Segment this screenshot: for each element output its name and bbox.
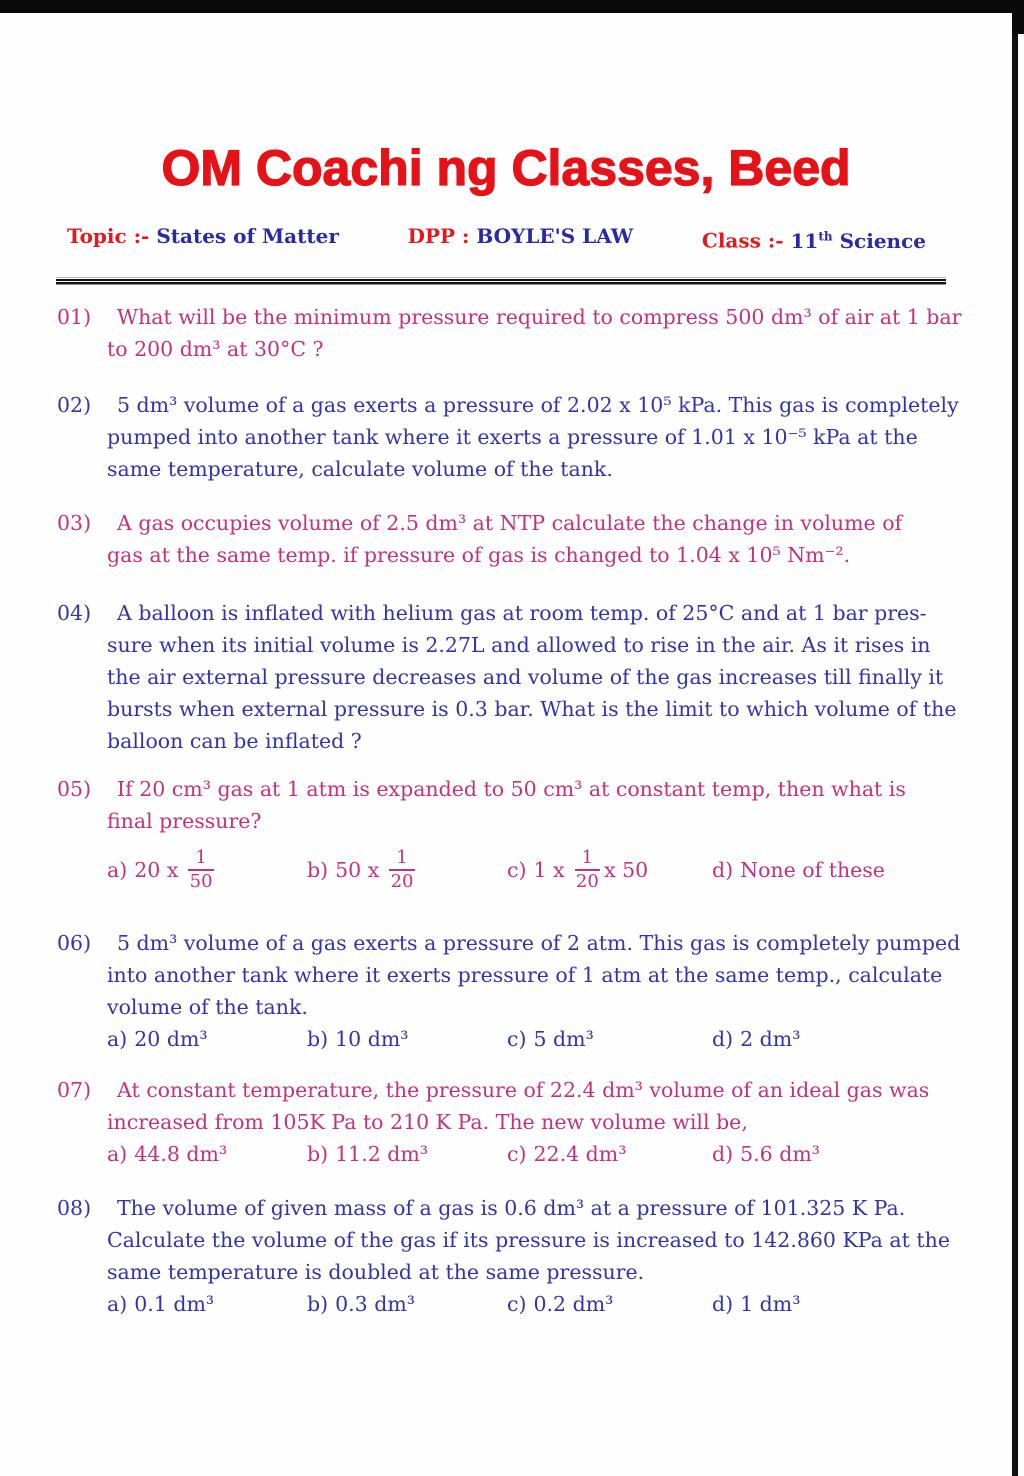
- question-03-text: A gas occupies volume of 2.5 dm³ at NTP calculate the change in volume of gas at the same temp. if pressure of gas is changed to 1.04 x 10⁵ Nm⁻².: [107, 510, 903, 567]
- question-04: [0, 597, 1012, 757]
- question-04-text: A balloon is inflated with helium gas at room temp. of 25°C and at 1 bar pres- sure when its initial volume is 2.27L and allowed to rise in the air. As it rises in the air external pressure decreases and volume of the gas increases till finally it bursts when external pressure is 0.3 bar. What is the limit to which volume of the balloon can be inflated ?: [107, 600, 957, 753]
- option-c: c) 0.2 dm³: [507, 1291, 614, 1316]
- question-03-number: 03): [57, 510, 92, 535]
- class-value: 11th Science: [790, 228, 926, 253]
- dpp-field: [408, 223, 634, 254]
- class-label: Class :-: [701, 228, 784, 253]
- header-meta-row: [67, 223, 926, 254]
- option-d: d) 1 dm³: [712, 1291, 801, 1316]
- option-a: a) 20 x $\frac{1}{50}$: [107, 846, 213, 892]
- fraction: $\frac{1}{20}$: [575, 846, 599, 892]
- option-d: d) 5.6 dm³: [712, 1141, 821, 1166]
- question-04-number: 04): [57, 600, 92, 625]
- question-06: [0, 927, 1012, 1055]
- question-08-options: [107, 1288, 1012, 1320]
- option-a: a) 44.8 dm³: [107, 1141, 228, 1166]
- question-07-options: [107, 1138, 1012, 1170]
- option-a: a) 20 dm³: [107, 1026, 208, 1051]
- header-divider-rule: [56, 277, 946, 287]
- option-c: c) 1 x $\frac{1}{20}$ x 50: [507, 846, 649, 892]
- question-02: [0, 389, 1012, 485]
- question-06-options: [107, 1023, 1012, 1055]
- question-02-number: 02): [57, 392, 92, 417]
- question-01-text: What will be the minimum pressure required to compress 500 dm³ of air at 1 bar to 200 dm³ at 30°C ?: [107, 304, 962, 361]
- dpp-label: DPP :: [407, 224, 470, 248]
- option-b: b) 0.3 dm³: [307, 1291, 416, 1316]
- fraction: $\frac{1}{20}$: [390, 846, 414, 892]
- question-05-number: 05): [57, 776, 92, 801]
- question-05-options: [107, 841, 1012, 899]
- question-07-text: At constant temperature, the pressure of 22.4 dm³ volume of an ideal gas was increased from 105K Pa to 210 K Pa. The new volume will be, a) 44.8 dm³ b) 11.2 dm³ c) 22.4 dm³ d) 5.6 dm³: [107, 1074, 1012, 1170]
- question-08-number: 08): [57, 1195, 92, 1220]
- question-07-number: 07): [57, 1077, 92, 1102]
- worksheet-page: [0, 13, 1012, 1476]
- option-c: c) 5 dm³: [507, 1026, 594, 1051]
- option-d: d) None of these: [712, 857, 885, 882]
- question-08-text: The volume of given mass of a gas is 0.6 dm³ at a pressure of 101.325 K Pa. Calculate the volume of the gas if its pressure is increased to 142.860 KPa at the same temperature is doubled at the same pressure. a) 0.1 dm³ b) 0.3 dm³ c) 0.2 dm³ d) 1 dm³: [107, 1192, 1012, 1320]
- question-06-number: 06): [57, 930, 92, 955]
- topic-value: States of Matter: [156, 224, 339, 248]
- question-01: [0, 301, 1012, 365]
- topic-field: [67, 223, 339, 254]
- question-07: [0, 1074, 1012, 1170]
- scan-right-edge-line: [1012, 0, 1018, 1476]
- question-05: [0, 773, 1012, 899]
- option-a: a) 0.1 dm³: [107, 1291, 215, 1316]
- question-03: [0, 507, 1012, 571]
- question-01-number: 01): [57, 304, 92, 329]
- class-field: [702, 223, 926, 254]
- question-08: [0, 1192, 1012, 1320]
- option-b: b) 11.2 dm³: [307, 1141, 429, 1166]
- option-c: c) 22.4 dm³: [507, 1141, 627, 1166]
- fraction: $\frac{1}{50}$: [189, 846, 213, 892]
- dpp-value: BOYLE'S LAW: [476, 224, 634, 248]
- option-b: b) 10 dm³: [307, 1026, 409, 1051]
- scan-top-black-bar: [0, 0, 1024, 13]
- topic-label: Topic :-: [67, 224, 150, 248]
- question-05-text: If 20 cm³ gas at 1 atm is expanded to 50 cm³ at constant temp, then what is final pressure? a) 20 x $\frac{1}{50}$ b) 50 x $\frac{1}{20}$ c) 1 x $\frac{1}{20}$ x 50 d) None of these: [107, 773, 1012, 899]
- question-02-text: 5 dm³ volume of a gas exerts a pressure of 2.02 x 10⁵ kPa. This gas is completely pumped into another tank where it exerts a pressure of 1.01 x 10⁻⁵ kPa at the same temperature, calculate volume of the tank.: [107, 392, 959, 481]
- question-06-text: 5 dm³ volume of a gas exerts a pressure of 2 atm. This gas is completely pumped into another tank where it exerts pressure of 1 atm at the same temp., calculate volume of the tank. a) 20 dm³ b) 10 dm³ c) 5 dm³ d) 2 dm³: [107, 927, 1012, 1055]
- page-title: OM Coachi ng Classes, Beed: [161, 140, 851, 196]
- option-b: b) 50 x $\frac{1}{20}$: [307, 846, 414, 892]
- option-d: d) 2 dm³: [712, 1026, 801, 1051]
